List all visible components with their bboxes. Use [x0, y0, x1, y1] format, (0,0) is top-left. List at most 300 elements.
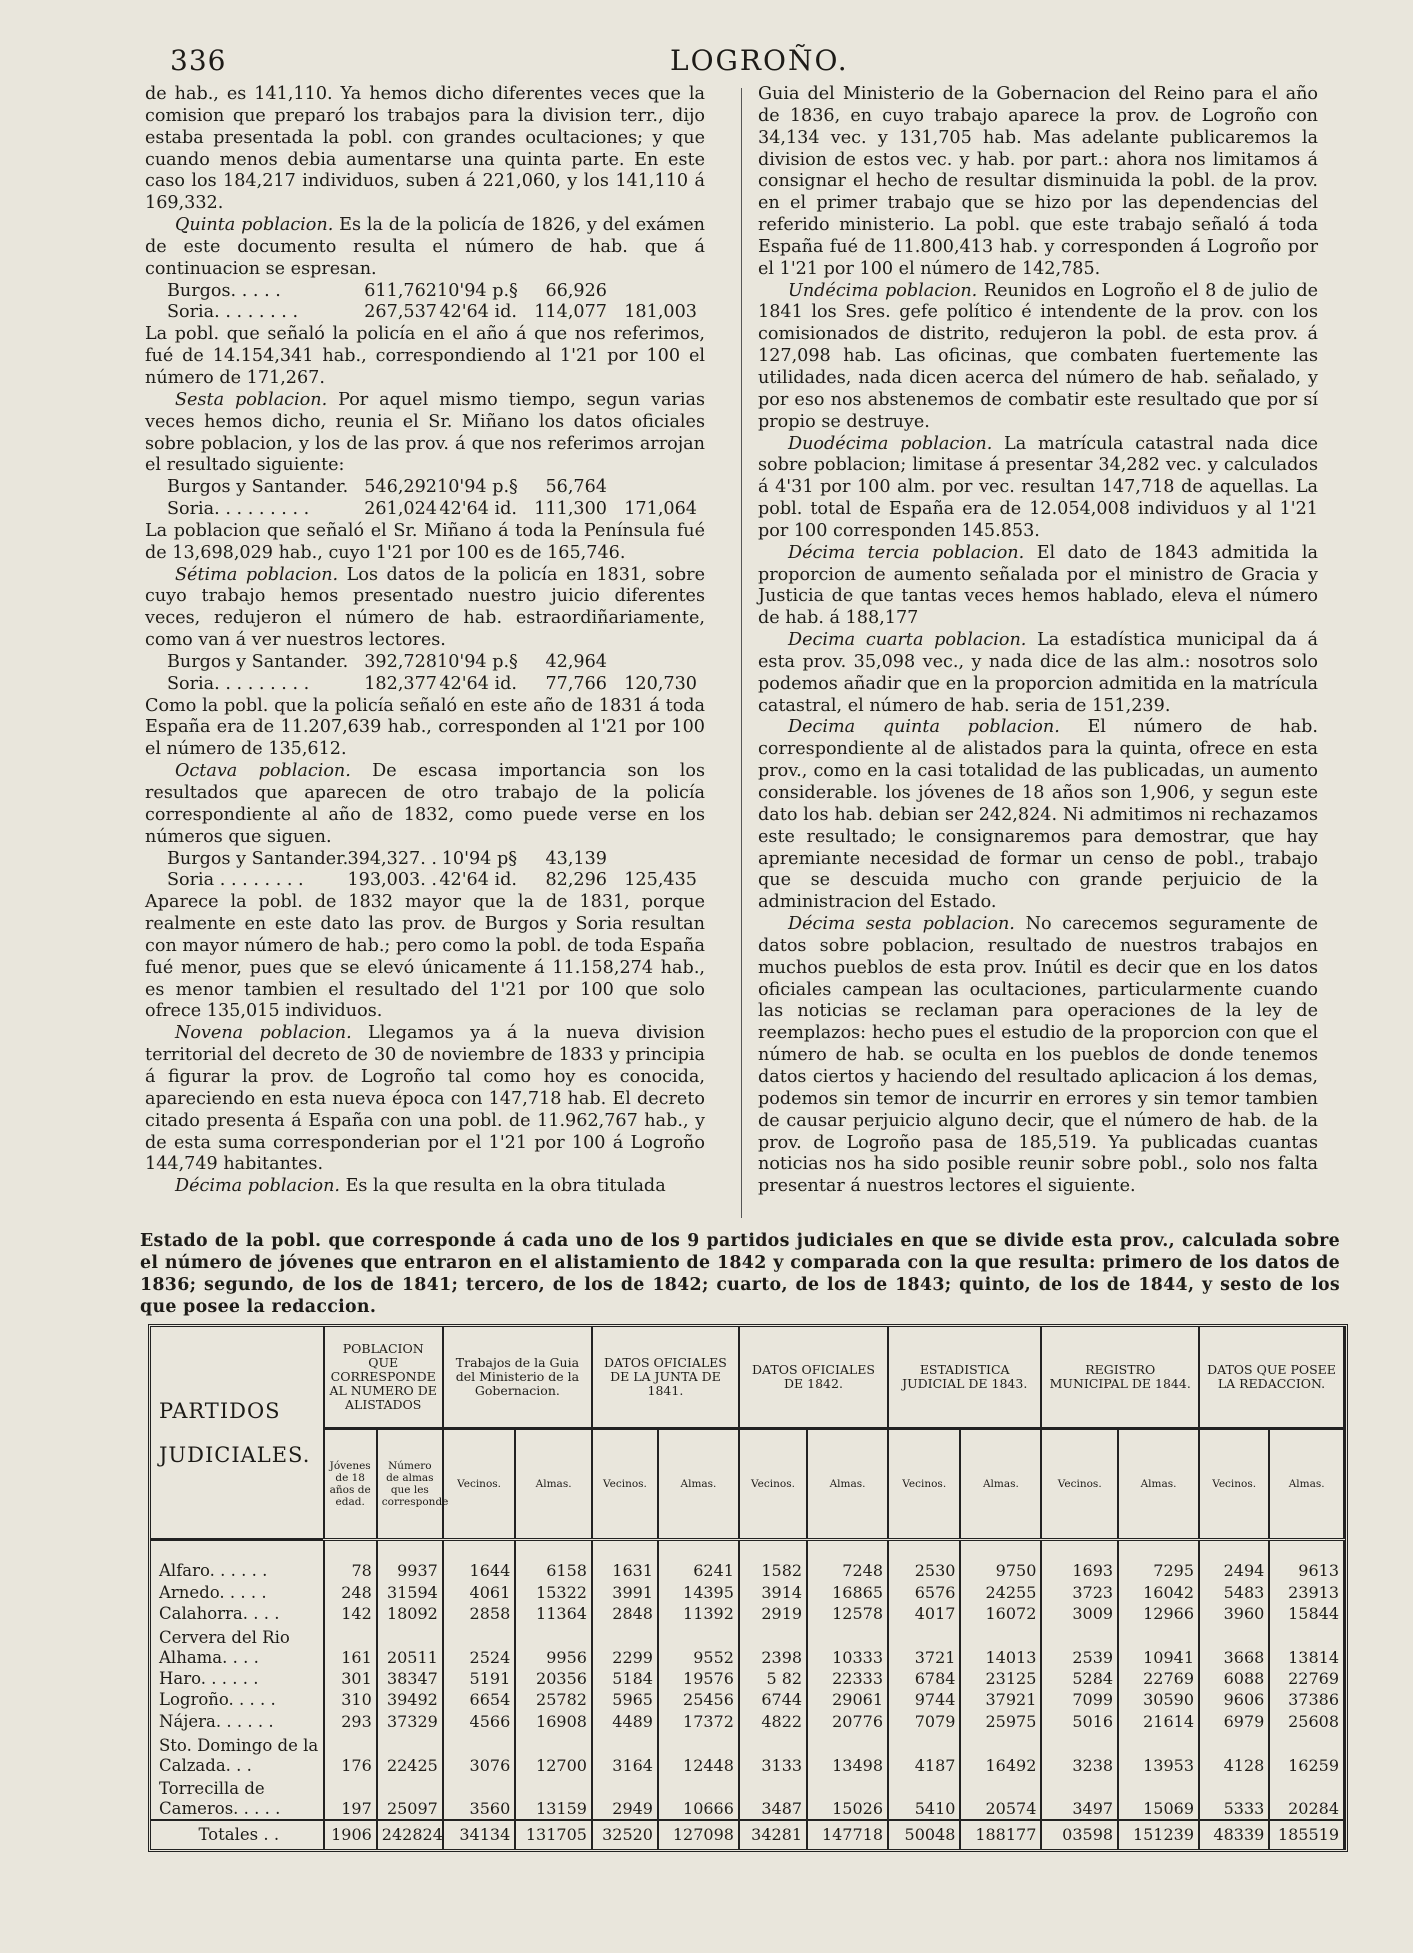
table-cell: 39492: [377, 1690, 443, 1712]
district-name: Haro. . . . . .: [151, 1668, 324, 1690]
table-cell: 24255: [960, 1582, 1041, 1604]
spacer-cell: [1269, 1540, 1344, 1561]
table-cell: 3133: [739, 1733, 807, 1776]
statistic-cell: [607, 281, 697, 303]
table-cell: 3497: [1041, 1776, 1118, 1820]
spacer-cell: [377, 1540, 443, 1561]
table-cell: 4187: [888, 1733, 960, 1776]
table-cell: 2539: [1041, 1625, 1118, 1668]
table-cell: 3487: [739, 1776, 807, 1820]
spacer-cell: [443, 1540, 515, 1561]
table-cell: 4566: [443, 1711, 515, 1733]
table-cell: 22425: [377, 1733, 443, 1776]
table-cell: 2858: [443, 1604, 515, 1626]
table-cell: 6241: [658, 1560, 739, 1582]
table-cell: 2299: [592, 1625, 658, 1668]
table-cell: 12578: [807, 1604, 888, 1626]
table-column-heading: Vecinos.: [739, 1429, 807, 1540]
section-lead: Sesta poblacion.: [175, 389, 328, 410]
paragraph-text: Los datos de la policía en 1831, sobre cuyo trabajo hemos presentado nuestro juicio diferentes veces, redujeron el número de hab. estraordiñariamente, como van á ver nuestros lectores.: [145, 564, 705, 651]
table-cell: 12448: [658, 1733, 739, 1776]
table-group-heading: POBLACION QUE CORRESPONDE AL NUMERO DE ALISTADOS: [324, 1327, 443, 1429]
table-cell: 6979: [1199, 1711, 1269, 1733]
table-cell: 161: [324, 1625, 377, 1668]
spacer-cell: [1118, 1540, 1199, 1561]
statistic-row: [145, 652, 705, 674]
section-lead: Décima tercia poblacion.: [788, 542, 1025, 563]
table-cell: 3560: [443, 1776, 515, 1820]
table-row: [151, 1690, 1344, 1712]
table-cell: 9552: [658, 1625, 739, 1668]
table-cell: 147718: [807, 1820, 888, 1849]
table-group-heading: DATOS QUE POSEE LA REDACCION.: [1199, 1327, 1344, 1429]
table-cell: 293: [324, 1711, 377, 1733]
table-cell: 11364: [515, 1604, 592, 1626]
table-column-heading: Vecinos.: [1041, 1429, 1118, 1540]
table-group-heading: Trabajos de la Guia del Ministerio de la Gobernacion.: [443, 1327, 592, 1429]
statistic-cell: 42'64 id.: [439, 673, 517, 694]
table-cell: 2398: [739, 1625, 807, 1668]
table-cell: 14395: [658, 1582, 739, 1604]
statistic-row: [145, 499, 705, 521]
table-cell: 310: [324, 1690, 377, 1712]
section-paragraph: [758, 630, 1318, 717]
table-cell: 4822: [739, 1711, 807, 1733]
table-cell: 176: [324, 1733, 377, 1776]
statistic-cell: 120,730: [624, 673, 697, 694]
page-number: 336: [170, 44, 227, 77]
table-cell: 5284: [1041, 1668, 1118, 1690]
statistic-cell: 56,764: [545, 477, 607, 498]
table-cell: 48339: [1199, 1820, 1269, 1849]
table-row: [151, 1668, 1344, 1690]
table-cell: 20511: [377, 1625, 443, 1668]
table-cell: 9744: [888, 1690, 960, 1712]
table-cell: 10666: [658, 1776, 739, 1820]
table-cell: 20356: [515, 1668, 592, 1690]
district-name: Nájera. . . . . .: [151, 1711, 324, 1733]
table-cell: 16042: [1118, 1582, 1199, 1604]
table-cell: 21614: [1118, 1711, 1199, 1733]
table-cell: 37386: [1269, 1690, 1344, 1712]
table-row: [151, 1711, 1344, 1733]
table-column-heading: Almas.: [960, 1429, 1041, 1540]
table-cell: 3723: [1041, 1582, 1118, 1604]
statistic-cell: Burgos y Santander.: [167, 477, 349, 498]
section-lead: Sétima poblacion.: [175, 564, 339, 585]
statistic-cell: Burgos. . . . .: [167, 280, 281, 301]
table-cell: 5184: [592, 1668, 658, 1690]
statistic-cell: 114,077: [534, 302, 607, 323]
district-name: Logroño. . . . .: [151, 1690, 324, 1712]
section-paragraph: [758, 281, 1318, 434]
table-group-heading: DATOS OFICIALES DE LA JUNTA DE 1841.: [592, 1327, 739, 1429]
statistic-cell: 111,300: [534, 499, 607, 520]
statistic-cell: 10'94 p.§: [437, 280, 518, 301]
table-cell: 5016: [1041, 1711, 1118, 1733]
table-cell: 1906: [324, 1820, 377, 1849]
table-cell: 15322: [515, 1582, 592, 1604]
statistic-cell: Soria. . . . . . . .: [167, 302, 299, 323]
table-cell: 3668: [1199, 1625, 1269, 1668]
spacer-cell: [658, 1540, 739, 1561]
table-column-heading: Almas.: [1269, 1429, 1344, 1540]
paragraph: [145, 324, 705, 390]
table-cell: 3238: [1041, 1733, 1118, 1776]
table-cell: 7079: [888, 1711, 960, 1733]
district-name: Sto. Domingo de la Calzada. . .: [151, 1733, 324, 1776]
statistic-cell: Soria . . . . . . . .: [167, 870, 304, 891]
statistic-row: [145, 477, 705, 499]
paragraph-text: Como la pobl. que la policía señaló en este año de 1831 á toda España era de 11.207,639 hab., corresponden al 1'21 por 100 el número de 135,612.: [145, 695, 705, 760]
district-name: Calahorra. . . .: [151, 1604, 324, 1626]
section-lead: Octava poblacion.: [175, 761, 351, 782]
table-cell: 9606: [1199, 1690, 1269, 1712]
table-cell: 19576: [658, 1668, 739, 1690]
table-cell: 20574: [960, 1776, 1041, 1820]
statistic-cell: Soria. . . . . . . . .: [167, 499, 310, 520]
table-cell: 248: [324, 1582, 377, 1604]
paragraph-text: La pobl. que señaló la policía en el año á que nos referimos, fué de 14.154,341 hab., correspondiendo al 1'21 por 100 el número de 171,267.: [145, 324, 705, 388]
table-cell: 3164: [592, 1733, 658, 1776]
spacer-cell: [1199, 1540, 1269, 1561]
paragraph-text: Guia del Ministerio de la Gobernacion del Reino para el año de 1836, en cuyo trabajo aparece la prov. de Logroño con 34,134 vec. y 131,705 hab. Mas adelante publicaremos la division de estos vec. y hab. por part.: ahora nos limitamos á consignar el hecho de resultar disminuida la pobl. de la prov. en el primer trabajo que se hizo por las dependencias del referido ministerio. La pobl. que este trabajo señaló á toda España fué de 11.800,413 hab. y corresponden á Logroño por el 1'21 por 100 el número de 142,785.: [758, 84, 1318, 279]
statistic-row: [145, 870, 705, 892]
table-row: [151, 1582, 1344, 1604]
spacer-cell: [592, 1540, 658, 1561]
statistic-cell: [607, 652, 697, 674]
table-cell: 13159: [515, 1776, 592, 1820]
section-paragraph: [758, 717, 1318, 914]
table-cell: 29061: [807, 1690, 888, 1712]
section-paragraph: [145, 215, 705, 281]
table-cell: 12700: [515, 1733, 592, 1776]
section-lead: Décima poblacion.: [175, 1176, 340, 1197]
statistic-cell: 267,537: [364, 302, 437, 323]
table-cell: 6654: [443, 1690, 515, 1712]
table-cell: 188177: [960, 1820, 1041, 1849]
table-column-heading: Vecinos.: [888, 1429, 960, 1540]
district-name: Cervera del Rio Alhama. . . .: [151, 1625, 324, 1668]
table-cell: 2848: [592, 1604, 658, 1626]
table-cell: 185519: [1269, 1820, 1344, 1849]
statistic-cell: 42'64 id.: [439, 302, 517, 323]
statistic-cell: 43,139: [545, 848, 607, 869]
paragraph: [145, 892, 705, 1023]
spacer-cell: [151, 1540, 324, 1561]
table-cell: 14013: [960, 1625, 1041, 1668]
table-row: [151, 1733, 1344, 1776]
section-paragraph: [145, 1023, 705, 1176]
spacer-cell: [888, 1540, 960, 1561]
running-title: LOGROÑO.: [670, 44, 849, 77]
table-cell: 25782: [515, 1690, 592, 1712]
column-divider: [741, 88, 742, 1218]
table-cell: 37329: [377, 1711, 443, 1733]
table-cell: 15026: [807, 1776, 888, 1820]
paragraph-text: Aparece la pobl. de 1832 mayor que la de 1831, porque realmente en este dato las prov. de Burgos y Soria resultan con mayor número de hab.; pero como la pobl. de toda España fué menor, pues que se elevó únicamente á 11.158,274 hab., es menor tambien el resultado del 1'21 por 100 que solo ofrece 135,015 individuos.: [145, 892, 705, 1022]
table-cell: 2494: [1199, 1560, 1269, 1582]
section-paragraph: [758, 434, 1318, 543]
left-text-column: [145, 84, 705, 1198]
table-cell: 5483: [1199, 1582, 1269, 1604]
spacer-cell: [739, 1540, 807, 1561]
table-cell: 22769: [1118, 1668, 1199, 1690]
statistic-cell: 82,296: [545, 870, 607, 891]
district-name: Arnedo. . . . .: [151, 1582, 324, 1604]
table-cell: 78: [324, 1560, 377, 1582]
table-cell: 2919: [739, 1604, 807, 1626]
statistic-cell: 181,003: [624, 302, 697, 323]
table-cell: 16865: [807, 1582, 888, 1604]
paragraph-text: Reunidos en Logroño el 8 de julio de 1841 los Sres. gefe político é intendente de la prov. con los comisionados de distrito, redujeron la pobl. de esta prov. á 127,098 hab. Las oficinas, que combaten fuertemente las utilidades, nada dicen acerca del número de hab. señalado, y por eso nos abstenemos de combatir este resultado que por sí propio se destruye.: [758, 280, 1318, 432]
statistic-cell: [607, 849, 697, 871]
statistic-row: [145, 674, 705, 696]
table-cell: 23125: [960, 1668, 1041, 1690]
table-cell: 242824: [377, 1820, 443, 1849]
district-name: Totales . .: [151, 1820, 324, 1849]
table-cell: 13498: [807, 1733, 888, 1776]
table-body: [151, 1540, 1344, 1850]
table-group-heading: DATOS OFICIALES DE 1842.: [739, 1327, 888, 1429]
table-column-heading: Número de almas que les corresponde: [377, 1429, 443, 1540]
table-cell: 16259: [1269, 1733, 1344, 1776]
table-group-heading: ESTADISTICA JUDICIAL DE 1843.: [888, 1327, 1041, 1429]
table-cell: 16908: [515, 1711, 592, 1733]
table-totals-row: [151, 1820, 1344, 1849]
statistic-cell: 42'64 id.: [439, 870, 517, 891]
statistic-cell: 193,003. .: [347, 870, 437, 891]
table-cell: 5191: [443, 1668, 515, 1690]
statistic-cell: 10'94 p.§: [437, 477, 518, 498]
table-column-heading: Vecinos.: [443, 1429, 515, 1540]
table-cell: 13953: [1118, 1733, 1199, 1776]
table-cell: 2530: [888, 1560, 960, 1582]
table-cell: 25097: [377, 1776, 443, 1820]
spacer-cell: [960, 1540, 1041, 1561]
table-cell: 15844: [1269, 1604, 1344, 1626]
table-cell: 4128: [1199, 1733, 1269, 1776]
section-lead: Undécima poblacion.: [788, 280, 978, 301]
table-cell: 7099: [1041, 1690, 1118, 1712]
table-row: [151, 1776, 1344, 1820]
table-cell: 25456: [658, 1690, 739, 1712]
table-cell: 1631: [592, 1560, 658, 1582]
table-cell: 131705: [515, 1820, 592, 1849]
statistic-cell: 10'94 p.§: [437, 651, 518, 672]
table-cell: 34134: [443, 1820, 515, 1849]
paragraph-text: de hab., es 141,110. Ya hemos dicho diferentes veces que la comision que preparó los trabajos para la division terr., dijo estaba presentada la pobl. con grandes ocultaciones; y que cuando menos debia aumentarse una quinta parte. En este caso los 184,217 individuos, suben á 221,060, y los 141,110 á 169,332.: [145, 84, 705, 214]
table-cell: 1582: [739, 1560, 807, 1582]
section-paragraph: [758, 543, 1318, 630]
table-cell: 3960: [1199, 1604, 1269, 1626]
statistic-cell: 171,064: [624, 499, 697, 520]
table-cell: 6576: [888, 1582, 960, 1604]
statistic-cell: 394,327. .: [347, 848, 437, 869]
table-row: [151, 1625, 1344, 1668]
table-cell: 10333: [807, 1625, 888, 1668]
section-paragraph: [145, 390, 705, 477]
paragraph-text: El número de hab. correspondiente al de alistados para la quinta, ofrece en esta prov., como en la casi totalidad de las publicadas, un aumento considerable. los jóvenes de 18 años son 1,906, y segun este dato los hab. debian ser 242,824. Ni admitimos ni rechazamos este resultado; le consignaremos para demostrar, que hay apremiante necesidad de formar un censo de pobl., trabajo que se descuida mucho con grande perjuicio de la administracion del Estado.: [758, 717, 1318, 913]
table-cell: 11392: [658, 1604, 739, 1626]
statistic-cell: 182,377: [364, 673, 437, 694]
table-row: [151, 1560, 1344, 1582]
table-cell: 30590: [1118, 1690, 1199, 1712]
table-sub-header: [151, 1429, 1344, 1540]
table-cell: 197: [324, 1776, 377, 1820]
table-cell: 6088: [1199, 1668, 1269, 1690]
table-cell: 25608: [1269, 1711, 1344, 1733]
table-cell: 5410: [888, 1776, 960, 1820]
table-cell: 10941: [1118, 1625, 1199, 1668]
paragraph-text: No carecemos seguramente de datos sobre poblacion, resultado de nuestros trabajos en muchos pueblos de esta prov. Inútil es decir que en los datos oficiales campean las ocultaciones, particularmente cuando las noticias se reclaman para operaciones de la ley de reemplazos: hecho pues el estudio de la proporcion con que el número de hab. se oculta en los pueblos de donde tenemos datos ciertos y haciendo del resultado aplicacion á los demas, podemos sin temor de incurrir en errores y sin temor tambien de causar perjuicio alguno decir, que el número de hab. de la prov. de Logroño pasa de 185,519. Ya publicadas cuantas noticias nos ha sido posible reunir sobre pobl., solo nos falta presentar á nuestros lectores el siguiente.: [758, 914, 1318, 1197]
paragraph-text: De escasa importancia son los resultados que aparecen de otro trabajo de la policía correspondiente al año de 1832, como puede verse en los números que siguen.: [145, 761, 705, 847]
table-group-heading: REGISTRO MUNICIPAL DE 1844.: [1041, 1327, 1199, 1429]
section-paragraph: [145, 565, 705, 652]
table-cell: 7248: [807, 1560, 888, 1582]
statistic-cell: Burgos y Santander.: [167, 651, 349, 672]
table-column-heading: Almas.: [658, 1429, 739, 1540]
paragraph-text: Es la de la policía de 1826, y del exámen de este documento resulta el número de hab. que á continuacion se espresan.: [145, 215, 705, 279]
table-column-heading: Jóvenes de 18 años de edad.: [324, 1429, 377, 1540]
statistic-cell: 125,435: [624, 870, 697, 891]
table-cell: 9613: [1269, 1560, 1344, 1582]
statistic-cell: 546,292: [364, 477, 437, 498]
table-cell: 6784: [888, 1668, 960, 1690]
table-cell: 34281: [739, 1820, 807, 1849]
paragraph-text: La estadística municipal da á esta prov. 35,098 vec., y nada dice de las alm.: nosotros solo podemos añadir que en la proporcion admitida en la matrícula catastral, el número de hab. seria de 151,239.: [758, 630, 1318, 716]
section-lead: Decima cuarta poblacion.: [788, 630, 1027, 651]
district-name: Alfaro. . . . . .: [151, 1560, 324, 1582]
table-cell: 4017: [888, 1604, 960, 1626]
table-cell: 4489: [592, 1711, 658, 1733]
right-text-column: [758, 84, 1318, 1198]
table-cell: 9750: [960, 1560, 1041, 1582]
table-cell: 50048: [888, 1820, 960, 1849]
table-cell: 20284: [1269, 1776, 1344, 1820]
table-cell: 16492: [960, 1733, 1041, 1776]
statistic-cell: 77,766: [545, 673, 607, 694]
table-cell: 22769: [1269, 1668, 1344, 1690]
spacer-cell: [1041, 1540, 1118, 1561]
table-cell: 3721: [888, 1625, 960, 1668]
table-cell: 4061: [443, 1582, 515, 1604]
table-cell: 9956: [515, 1625, 592, 1668]
section-lead: Duodécima poblacion.: [788, 433, 993, 454]
judicial-table-frame: [148, 1324, 1348, 1852]
statistic-cell: 10'94 p§: [441, 848, 517, 869]
table-cell: 2524: [443, 1625, 515, 1668]
statistic-cell: 42'64 id.: [439, 499, 517, 520]
table-cell: 12966: [1118, 1604, 1199, 1626]
table-cell: 301: [324, 1668, 377, 1690]
table-cell: 127098: [658, 1820, 739, 1849]
paragraph: [758, 84, 1318, 281]
table-cell: 13814: [1269, 1625, 1344, 1668]
statistic-cell: 611,762: [364, 280, 437, 301]
table-cell: 16072: [960, 1604, 1041, 1626]
table-caption: Estado de la pobl. que corresponde á cada uno de los 9 partidos judiciales en que se divide esta prov., calculada sobre el número de jóvenes que entraron en el alistamiento de 1842 y comparada con la que resulta: primero de los datos de 1836; segundo, de los de 1841; tercero, de los de 1842; cuarto, de los de 1843; quinto, de los de 1844, y sesto de los que posee la redaccion.: [140, 1231, 1340, 1317]
table-cell: 6744: [739, 1690, 807, 1712]
table-column-heading: Almas.: [515, 1429, 592, 1540]
table-cell: 1693: [1041, 1560, 1118, 1582]
statistic-row: [145, 302, 705, 324]
table-spacer-row: [151, 1540, 1344, 1561]
statistic-cell: 261,024: [364, 499, 437, 520]
table-cell: 5 82: [739, 1668, 807, 1690]
table-cell: 15069: [1118, 1776, 1199, 1820]
paragraph: [145, 84, 705, 215]
section-paragraph: [145, 761, 705, 848]
table-cell: 03598: [1041, 1820, 1118, 1849]
table-cell: 17372: [658, 1711, 739, 1733]
spacer-cell: [324, 1540, 377, 1561]
spacer-cell: [807, 1540, 888, 1561]
paragraph-text: Por aquel mismo tiempo, segun varias veces hemos dicho, reunia el Sr. Miñano los datos oficiales sobre poblacion, y los de las prov. á que nos referimos arrojan el resultado siguiente:: [145, 389, 705, 476]
section-lead: Decima quinta poblacion.: [788, 717, 1060, 738]
table-cell: 3009: [1041, 1604, 1118, 1626]
table-cell: 22333: [807, 1668, 888, 1690]
table-cell: 5965: [592, 1690, 658, 1712]
statistic-cell: [607, 477, 697, 499]
paragraph-text: La matrícula catastral nada dice sobre poblacion; limitase á presentar 34,282 vec. y calculados á 4'31 por 100 alm. por vec. resultan 147,718 de aquellas. La pobl. total de España era de 12.054,008 individuos y al 1'21 por 100 corresponden 145.853.: [758, 433, 1318, 541]
table-cell: 7295: [1118, 1560, 1199, 1582]
paragraph-text: Llegamos ya á la nueva division territorial del decreto de 30 de noviembre de 1833 y principia á figurar la prov. de Logroño tal como hoy es conocida, apareciendo en esta nueva época con 147,718 hab. El decreto citado presenta á España con una pobl. de 11.962,767 hab., y de esta suma corresponderian por el 1'21 por 100 á Logroño 144,749 habitantes.: [145, 1023, 706, 1175]
table-cell: 38347: [377, 1668, 443, 1690]
table-cell: 20776: [807, 1711, 888, 1733]
spacer-cell: [515, 1540, 592, 1561]
table-cell: 142: [324, 1604, 377, 1626]
table-column-heading: Vecinos.: [592, 1429, 658, 1540]
table-cell: 3991: [592, 1582, 658, 1604]
table-cell: 37921: [960, 1690, 1041, 1712]
table-cell: 31594: [377, 1582, 443, 1604]
table-cell: 3076: [443, 1733, 515, 1776]
district-name: Torrecilla de Cameros. . . . .: [151, 1776, 324, 1820]
table-column-heading: Almas.: [807, 1429, 888, 1540]
table-cell: 18092: [377, 1604, 443, 1626]
paragraph-text: El dato de 1843 admitida la proporcion de aumento señalada por el ministro de Gracia y Justicia de que tantas veces hemos hablado, eleva el número de hab. á 188,177: [758, 542, 1319, 629]
statistic-cell: 66,926: [545, 280, 607, 301]
statistic-cell: 392,728: [364, 651, 437, 672]
paragraph: [145, 696, 705, 762]
section-paragraph: [758, 914, 1318, 1198]
table-cell: 1644: [443, 1560, 515, 1582]
section-lead: Novena poblacion.: [175, 1023, 352, 1044]
statistic-cell: Soria. . . . . . . . .: [167, 673, 310, 694]
table-cell: 6158: [515, 1560, 592, 1582]
table-cell: 2949: [592, 1776, 658, 1820]
statistic-row: [145, 849, 705, 871]
judicial-districts-table: [151, 1327, 1345, 1849]
table-cell: 3914: [739, 1582, 807, 1604]
table-cell: 5333: [1199, 1776, 1269, 1820]
section-lead: Décima sesta poblacion.: [788, 914, 1015, 935]
paragraph-text: Es la que resulta en la obra titulada: [340, 1176, 666, 1197]
paragraph: [145, 521, 705, 565]
table-cell: 151239: [1118, 1820, 1199, 1849]
paragraph-text: La poblacion que señaló el Sr. Miñano á toda la Península fué de 13,698,029 hab., cuyo 1'21 por 100 es de 165,746.: [145, 520, 705, 563]
table-cell: 9937: [377, 1560, 443, 1582]
table-column-heading: Vecinos.: [1199, 1429, 1269, 1540]
statistic-cell: Burgos y Santander.: [167, 848, 349, 869]
table-row: [151, 1604, 1344, 1626]
section-paragraph: [145, 1176, 705, 1198]
partidos-header: PARTIDOS JUDICIALES.: [151, 1327, 324, 1540]
statistic-row: [145, 281, 705, 303]
table-cell: 32520: [592, 1820, 658, 1849]
statistic-cell: 42,964: [545, 651, 607, 672]
